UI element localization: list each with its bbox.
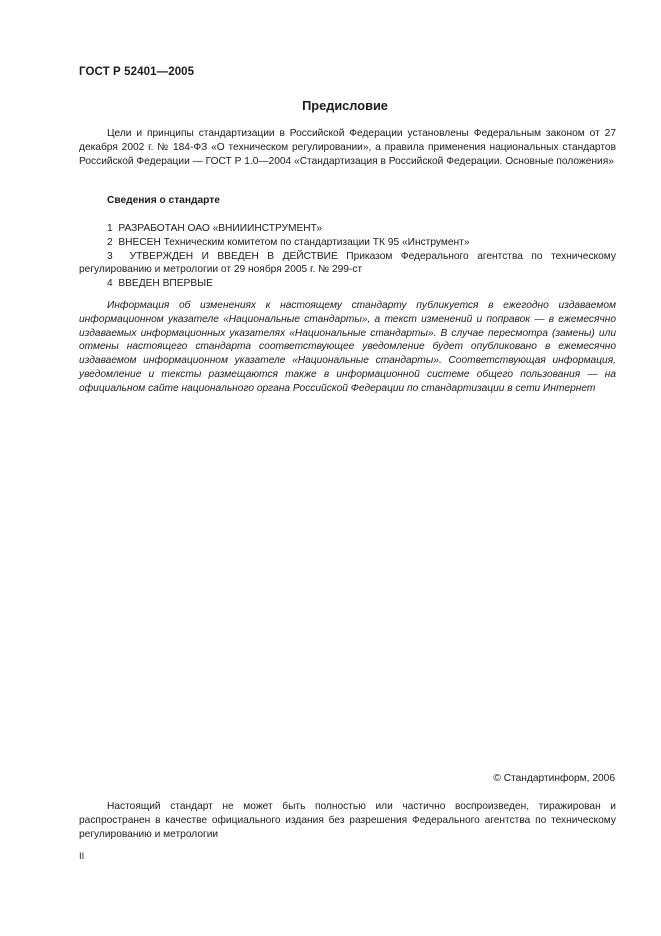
notice-text: Информация об изменениях к настоящему стандарту публикуется в ежегодно издаваемом информационном указателе «Национальные стандарты», а текст изменений и поправок — в ежемесячно издаваемых информационных указателях «Национальные стандарты». В случае пересмотра (замены) или отмены настоящего стандарта соответствующее уведомление будет опубликовано в ежемесячно издаваемом информационном указателе «Национальные стандарты». Соответствующая информация, уведомление и тексты размещаются также в информационной системе общего пользования — на официальном сайте национального органа Российской Федерации по стандартизации в сети Интернет xyxy=(79,300,616,394)
info-item-lead: РАЗРАБОТАН ОАО «ВНИИИНСТРУМЕНТ» xyxy=(118,223,323,234)
info-heading: Сведения о стандарте xyxy=(107,195,220,206)
info-item-lead: УТВЕРЖДЕН И ВВЕДЕН В ДЕЙСТВИЕ xyxy=(129,250,338,262)
info-item-4 xyxy=(79,277,616,291)
page-number: II xyxy=(79,851,85,862)
info-item-1 xyxy=(79,222,616,236)
copyright-line: © Стандартинформ, 2006 xyxy=(493,773,615,784)
standard-id: ГОСТ Р 52401—2005 xyxy=(79,66,195,78)
info-list xyxy=(79,222,616,291)
page-title: Предисловие xyxy=(302,98,388,113)
info-item-num: 1 xyxy=(107,223,113,234)
notice-paragraph xyxy=(79,299,616,396)
info-item-lead: ВНЕСЕН xyxy=(118,236,161,248)
info-item-text: Техническим комитетом по стандартизации ТК 95 «Инструмент» xyxy=(163,236,470,248)
intro-text: Цели и принципы стандартизации в Российской Федерации установлены Федеральным законом от 27 декабря 2002 г. № 184-ФЗ «О техническом регулировании», а правила применения национальных стандартов Российской Федерации — ГОСТ Р 1.0—2004 «Стандартизация в Российской Федерации. Основные положения» xyxy=(79,128,616,167)
info-item-2 xyxy=(79,236,616,250)
intro-paragraph xyxy=(79,127,616,168)
info-item-num: 3 xyxy=(107,250,113,262)
rights-text: Настоящий стандарт не может быть полностью или частично воспроизведен, тиражирован и распространен в качестве официального издания без разрешения Федерального агентства по техническому регулированию и метрологии xyxy=(79,801,616,840)
rights-paragraph xyxy=(79,800,616,841)
info-item-3 xyxy=(79,250,616,278)
info-item-num: 4 xyxy=(107,278,113,290)
info-item-num: 2 xyxy=(107,236,113,248)
info-item-lead: ВВЕДЕН ВПЕРВЫЕ xyxy=(118,278,213,290)
info-item-text: Приказом Федерального агентства по техническому регулированию и метрологии от 29 ноября 2005 г. № 299-ст xyxy=(79,250,616,276)
